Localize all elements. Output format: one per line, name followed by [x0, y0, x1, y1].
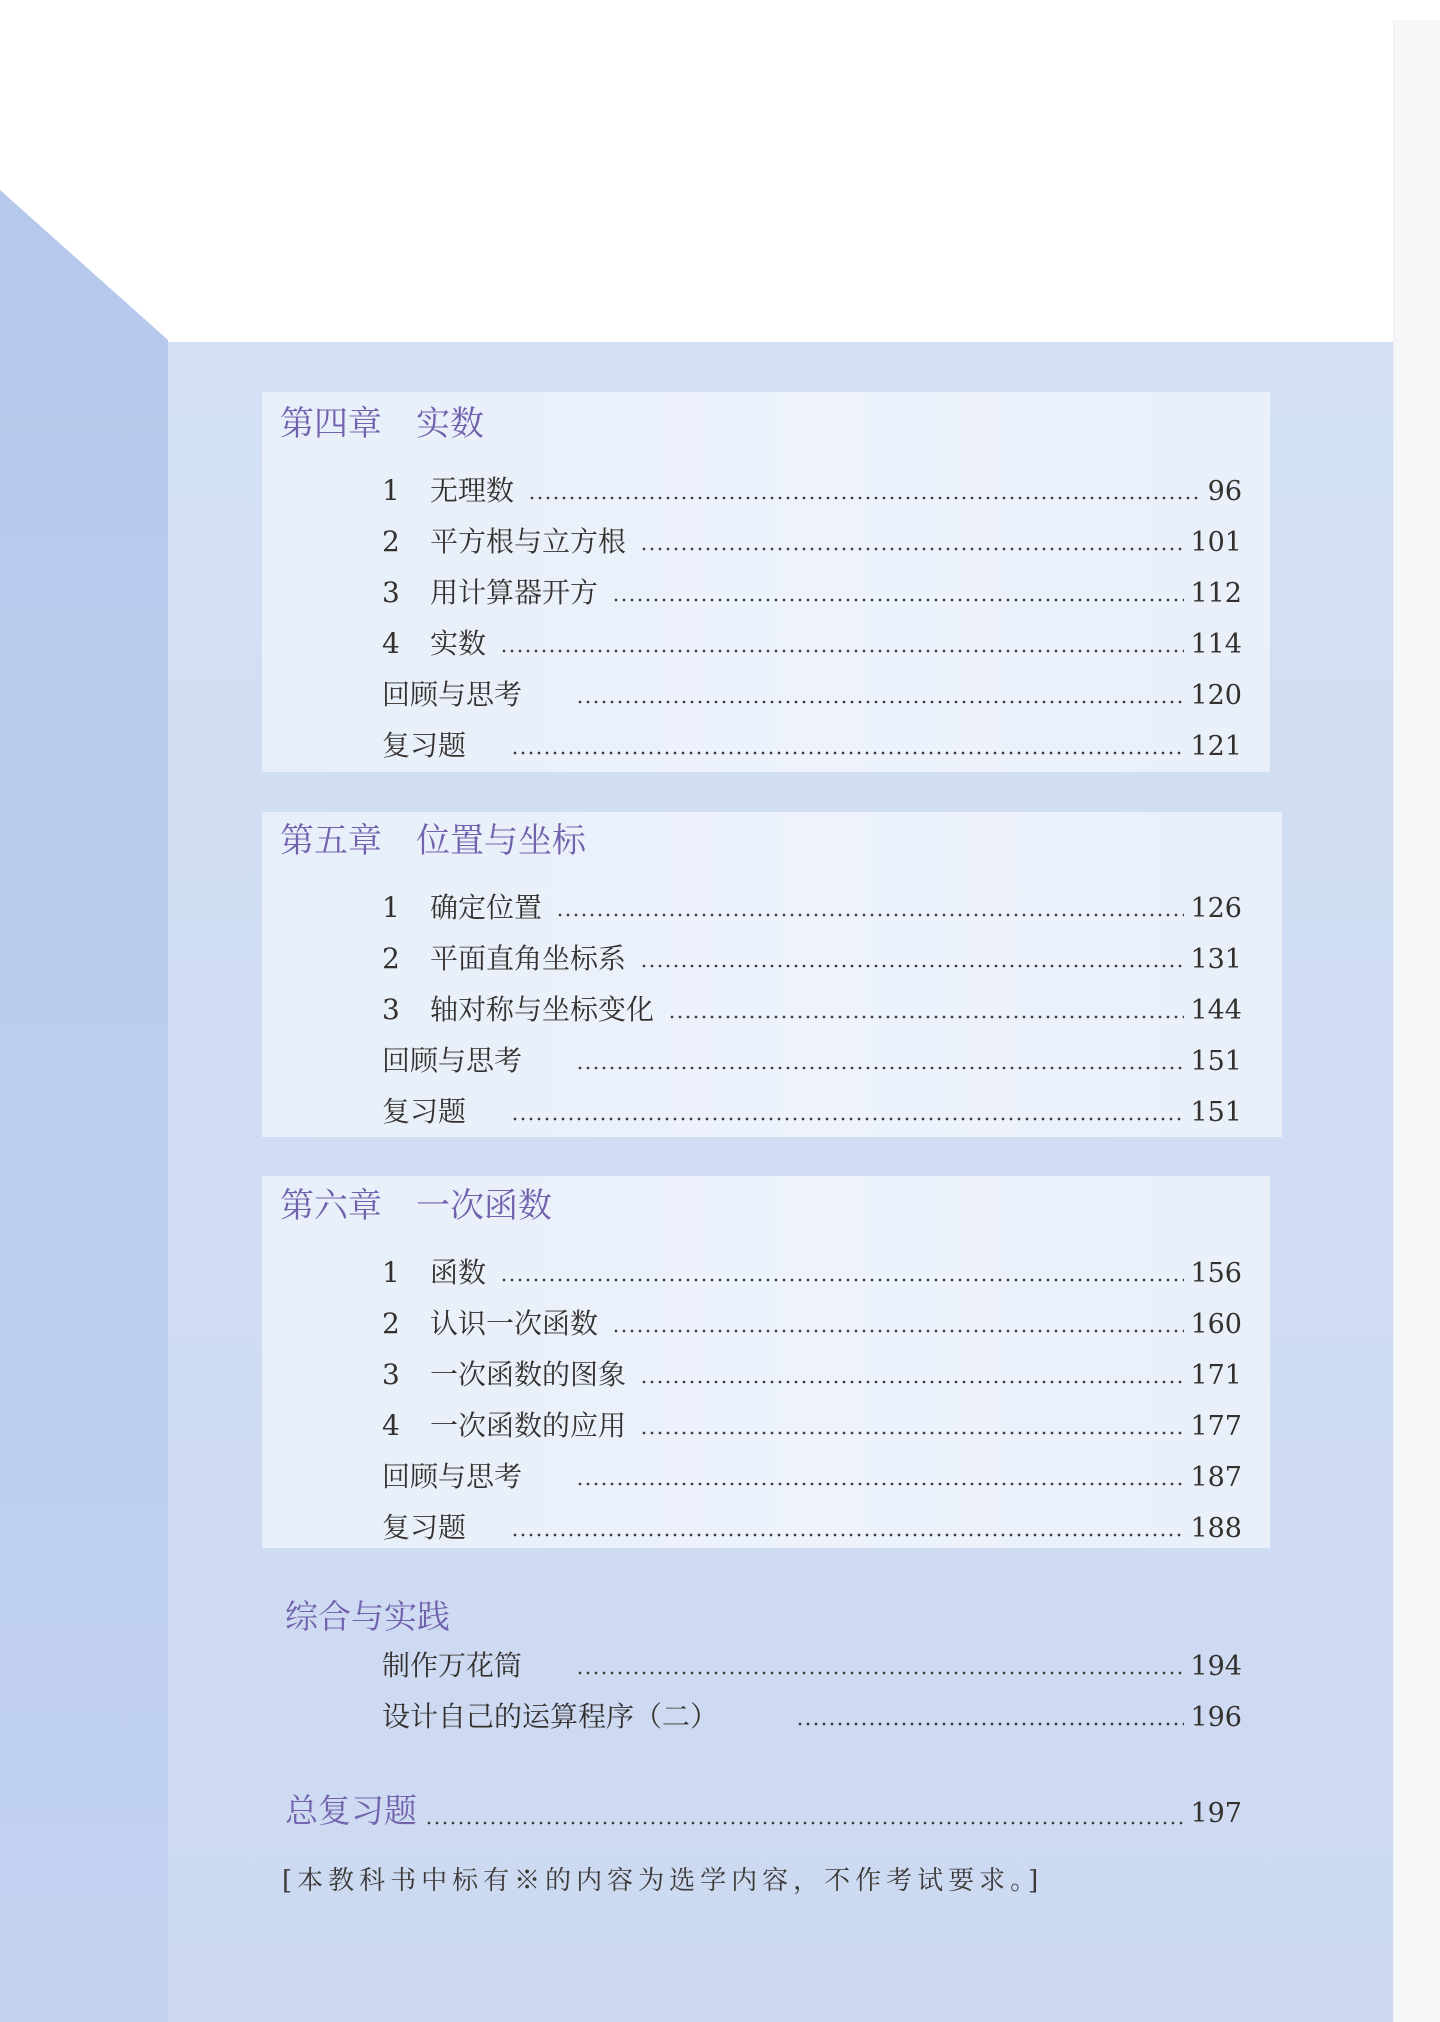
- practice-title: 综合与实践: [285, 1597, 450, 1636]
- entry-label: 设计自己的运算程序（二）: [382, 1700, 719, 1733]
- dot-leader: [556, 911, 1184, 919]
- entry-label: 复习题: [382, 1511, 467, 1544]
- page-number: 194: [1190, 1651, 1242, 1682]
- toc-entry[interactable]: [382, 940, 1242, 978]
- toc-entry[interactable]: [382, 1093, 1242, 1131]
- toc-entry[interactable]: [382, 676, 1242, 714]
- entry-number: 4: [382, 1409, 400, 1442]
- page-number: 126: [1190, 893, 1242, 924]
- page-number: 120: [1190, 680, 1242, 711]
- entry-label: 无理数: [430, 474, 515, 507]
- page-number: 187: [1190, 1462, 1242, 1493]
- page-number: 188: [1190, 1513, 1242, 1544]
- page-number: 151: [1190, 1097, 1242, 1128]
- toc-entry[interactable]: [382, 472, 1242, 510]
- toc-entry[interactable]: [382, 574, 1242, 612]
- toc-entry[interactable]: [382, 1458, 1242, 1496]
- dot-leader: [796, 1720, 1184, 1728]
- entry-label: 平方根与立方根: [430, 525, 627, 558]
- toc-entry[interactable]: [382, 1407, 1242, 1445]
- chapter-title: 第六章 一次函数: [280, 1186, 552, 1226]
- dot-leader: [612, 1327, 1184, 1335]
- page-number: 156: [1190, 1258, 1242, 1289]
- dot-leader: [511, 749, 1184, 757]
- dot-leader: [640, 962, 1184, 970]
- toc-entry[interactable]: [382, 1647, 1242, 1685]
- dot-leader: [511, 1531, 1184, 1539]
- dot-leader: [612, 596, 1184, 604]
- toc-entry[interactable]: [382, 1305, 1242, 1343]
- entry-label: 复习题: [382, 1095, 467, 1128]
- entry-label: 平面直角坐标系: [430, 942, 627, 975]
- toc-entry[interactable]: [382, 991, 1242, 1029]
- entry-number: 2: [382, 942, 400, 975]
- entry-label: 复习题: [382, 729, 467, 762]
- toc-entry[interactable]: [285, 1787, 1242, 1835]
- review-title: 总复习题: [285, 1791, 417, 1830]
- entry-label: 一次函数的应用: [430, 1409, 627, 1442]
- entry-number: 3: [382, 576, 400, 609]
- toc-entry[interactable]: [382, 523, 1242, 561]
- page-number: 151: [1190, 1046, 1242, 1077]
- chapter-title: 第四章 实数: [280, 404, 484, 444]
- dot-leader: [640, 1429, 1184, 1437]
- page-number: 114: [1190, 629, 1242, 660]
- dot-leader: [500, 647, 1184, 655]
- entry-label: 实数: [430, 627, 487, 660]
- entry-label: 回顾与思考: [382, 678, 523, 711]
- dot-leader: [511, 1115, 1184, 1123]
- entry-number: 4: [382, 627, 400, 660]
- page-number: 177: [1190, 1411, 1242, 1442]
- optional-content-note: [本教科书中标有※的内容为选学内容，不作考试要求。]: [282, 1866, 1044, 1896]
- dot-leader: [425, 1819, 1184, 1827]
- page-edge: [1393, 20, 1440, 2022]
- entry-label: 一次函数的图象: [430, 1358, 627, 1391]
- page-number: 196: [1190, 1702, 1242, 1733]
- toc-entry[interactable]: [382, 889, 1242, 927]
- toc-entry[interactable]: [382, 1509, 1242, 1547]
- entry-number: 2: [382, 1307, 400, 1340]
- toc-entry[interactable]: [382, 1698, 1242, 1736]
- dot-leader: [640, 1378, 1184, 1386]
- dot-leader: [528, 494, 1200, 502]
- entry-label: 确定位置: [430, 891, 543, 924]
- toc-entry[interactable]: [382, 1042, 1242, 1080]
- dot-leader: [576, 698, 1184, 706]
- page-number: 96: [1207, 476, 1242, 507]
- left-decorative-band: [0, 190, 168, 2022]
- page-number: 101: [1190, 527, 1242, 558]
- page-number: 131: [1190, 944, 1242, 975]
- toc-entry[interactable]: [382, 1356, 1242, 1394]
- entry-number: 3: [382, 1358, 400, 1391]
- entry-number: 3: [382, 993, 400, 1026]
- entry-label: 函数: [430, 1256, 487, 1289]
- entry-label: 轴对称与坐标变化: [430, 993, 655, 1026]
- toc-entry[interactable]: [382, 625, 1242, 663]
- chapter-title: 第五章 位置与坐标: [280, 821, 586, 861]
- dot-leader: [576, 1669, 1184, 1677]
- page-number: 171: [1190, 1360, 1242, 1391]
- entry-label: 用计算器开方: [430, 576, 599, 609]
- page-number: 160: [1190, 1309, 1242, 1340]
- entry-number: 1: [382, 474, 400, 507]
- dot-leader: [668, 1013, 1184, 1021]
- entry-number: 2: [382, 525, 400, 558]
- page-number: 121: [1190, 731, 1242, 762]
- dot-leader: [576, 1480, 1184, 1488]
- entry-number: 1: [382, 891, 400, 924]
- entry-label: 制作万花筒: [382, 1649, 523, 1682]
- entry-label: 回顾与思考: [382, 1044, 523, 1077]
- entry-number: 1: [382, 1256, 400, 1289]
- entry-label: 回顾与思考: [382, 1460, 523, 1493]
- toc-entry[interactable]: [382, 1254, 1242, 1292]
- entry-label: 认识一次函数: [430, 1307, 599, 1340]
- dot-leader: [500, 1276, 1184, 1284]
- page-number: 197: [1190, 1798, 1242, 1829]
- page-number: 144: [1190, 995, 1242, 1026]
- dot-leader: [640, 545, 1184, 553]
- dot-leader: [576, 1064, 1184, 1072]
- toc-entry[interactable]: [382, 727, 1242, 765]
- page-number: 112: [1190, 578, 1242, 609]
